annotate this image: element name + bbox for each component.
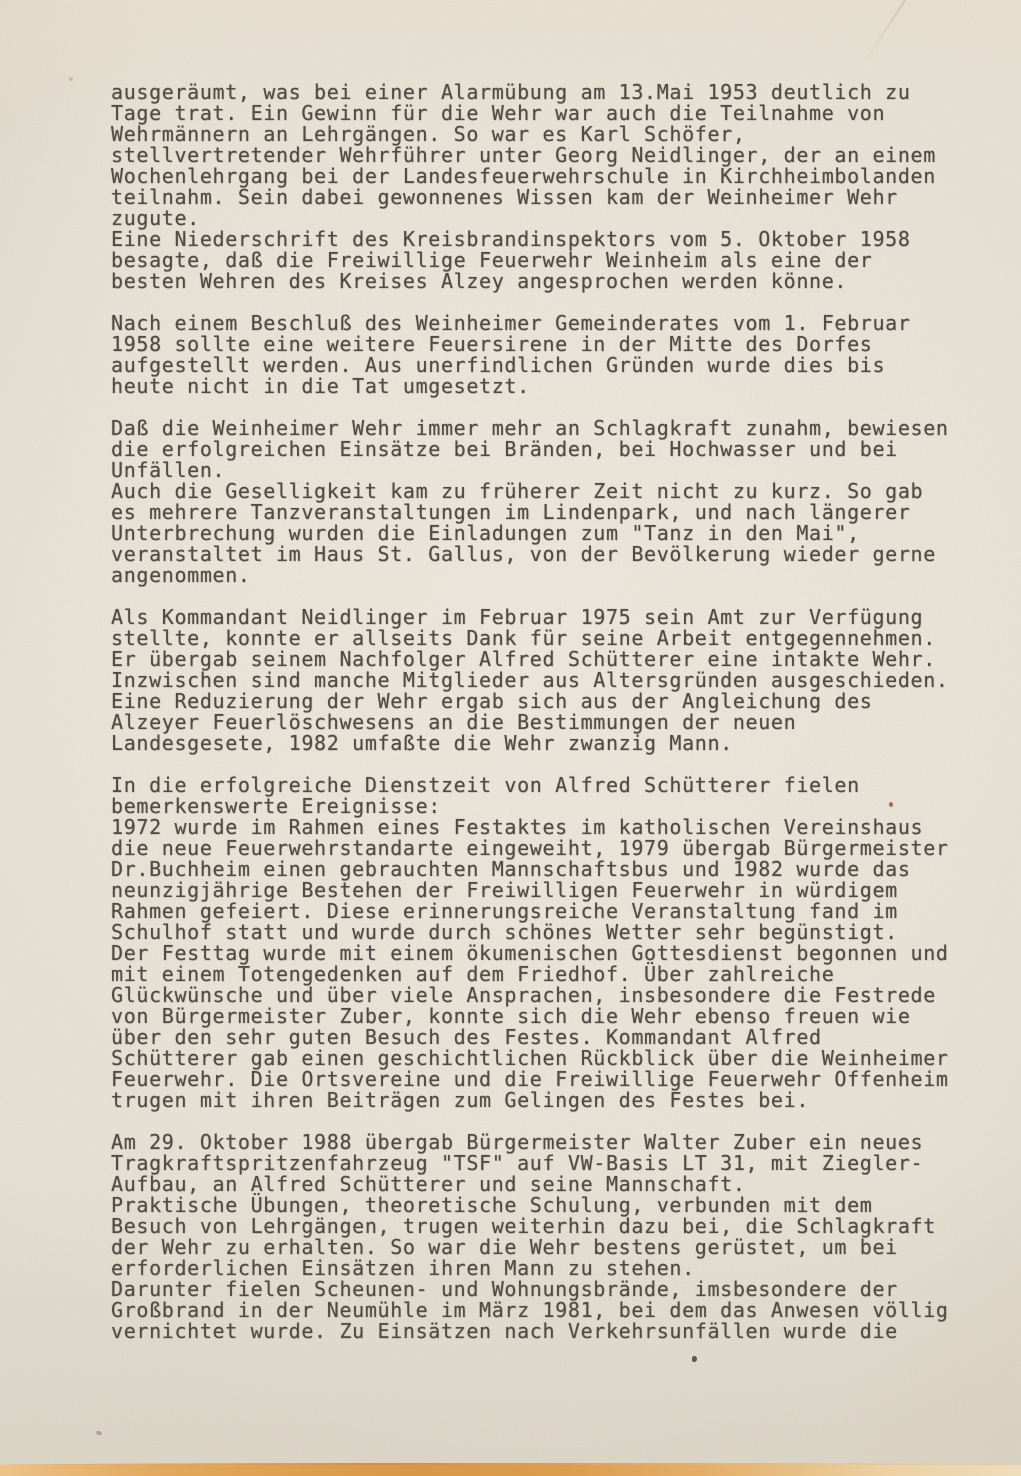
text-line: Dr.Buchheim einen gebrauchten Mannschaftsbus und 1982 wurde das: [111, 857, 911, 881]
text-line: von Bürgermeister Zuber, konnte sich die Wehr ebenso freuen wie: [111, 1004, 911, 1028]
text-line: heute nicht in die Tat umgesetzt.: [111, 374, 530, 398]
text-line: Landesgesete, 1982 umfaßte die Wehr zwanzig Mann.: [111, 731, 733, 755]
text-line: zugute.: [111, 206, 200, 230]
text-line: Nach einem Beschluß des Weinheimer Gemeinderates vom 1. Februar: [111, 311, 911, 335]
text-line: es mehrere Tanzveranstaltungen im Lindenpark, und nach längerer: [111, 500, 911, 524]
text-line: In die erfolgreiche Dienstzeit von Alfred Schütterer fielen: [111, 773, 860, 797]
text-line: der Wehr zu erhalten. So war die Wehr bestens gerüstet, um bei: [111, 1235, 898, 1259]
text-line: Wochenlehrgang bei der Landesfeuerwehrschule in Kirchheimbolanden: [111, 164, 936, 188]
text-line: 1958 sollte eine weitere Feuersirene in der Mitte des Dorfes: [111, 332, 873, 356]
text-line: Praktische Übungen, theoretische Schulung, verbunden mit dem: [111, 1193, 873, 1217]
text-line: Als Kommandant Neidlinger im Februar 1975 sein Amt zur Verfügung: [111, 605, 924, 629]
text-line: neunzigjährige Bestehen der Freiwilligen Feuerwehr in würdigem: [111, 878, 898, 902]
text-line: die neue Feuerwehrstandarte eingeweiht, 1979 übergab Bürgermeister: [111, 836, 949, 860]
text-line: Aufbau, an Alfred Schütterer und seine Mannschaft.: [111, 1172, 746, 1196]
document-text: [111, 82, 976, 1363]
paper-smudge: [69, 77, 73, 81]
text-line: Auch die Geselligkeit kam zu früherer Zeit nicht zu kurz. So gab: [111, 479, 924, 503]
text-line: Er übergab seinem Nachfolger Alfred Schütterer eine intakte Wehr.: [111, 647, 936, 671]
paragraph: [111, 775, 976, 1111]
text-line: teilnahm. Sein dabei gewonnenes Wissen kam der Weinheimer Wehr: [111, 185, 898, 209]
paragraph: [111, 418, 976, 586]
text-line: über den sehr guten Besuch des Festes. Kommandant Alfred: [111, 1025, 822, 1049]
text-line: Daß die Weinheimer Wehr immer mehr an Schlagkraft zunahm, bewiesen: [111, 416, 949, 440]
text-line: Schütterer gab einen geschichtlichen Rückblick über die Weinheimer: [111, 1046, 949, 1070]
paragraph: [111, 1132, 976, 1342]
text-line: stellte, konnte er allseits Dank für seine Arbeit entgegennehmen.: [111, 626, 936, 650]
text-line: Alzeyer Feuerlöschwesens an die Bestimmungen der neuen: [111, 710, 797, 734]
text-line: besten Wehren des Kreises Alzey angesprochen werden könne.: [111, 269, 848, 293]
text-line: stellvertretender Wehrführer unter Georg Neidlinger, der an einem: [111, 143, 936, 167]
text-line: vernichtet wurde. Zu Einsätzen nach Verkehrsunfällen wurde die: [111, 1319, 898, 1343]
page-bottom-edge: [0, 1465, 1021, 1476]
text-line: Unfällen.: [111, 458, 226, 482]
text-line: angenommen.: [111, 563, 251, 587]
text-line: Der Festtag wurde mit einem ökumenischen Gottesdienst begonnen und: [111, 941, 949, 965]
text-line: Glückwünsche und über viele Ansprachen, insbesondere die Festrede: [111, 983, 936, 1007]
text-line: bemerkenswerte Ereignisse:: [111, 794, 441, 818]
text-line: Feuerwehr. Die Ortsvereine und die Freiwillige Feuerwehr Offenheim: [111, 1067, 949, 1091]
text-line: Rahmen gefeiert. Diese erinnerungsreiche Veranstaltung fand im: [111, 899, 898, 923]
text-line: veranstaltet im Haus St. Gallus, von der Bevölkerung wieder gerne: [111, 542, 936, 566]
text-line: Tragkraftspritzenfahrzeug "TSF" auf VW-Basis LT 31, mit Ziegler-: [111, 1151, 924, 1175]
paragraph: [111, 82, 976, 292]
text-line: Unterbrechung wurden die Einladungen zum "Tanz in den Mai",: [111, 521, 860, 545]
text-line: mit einem Totengedenken auf dem Friedhof. Über zahlreiche: [111, 962, 835, 986]
text-line: 1972 wurde im Rahmen eines Festaktes im katholischen Vereinshaus: [111, 815, 924, 839]
paper-smudge: [95, 1430, 102, 1436]
text-line: die erfolgreichen Einsätze bei Bränden, bei Hochwasser und bei: [111, 437, 898, 461]
paragraph: [111, 607, 976, 754]
paragraph: [111, 313, 976, 397]
text-line: Eine Niederschrift des Kreisbrandinspektors vom 5. Oktober 1958: [111, 227, 911, 251]
text-line: Schulhof statt und wurde durch schönes Wetter sehr begünstigt.: [111, 920, 898, 944]
text-line: Wehrmännern an Lehrgängen. So war es Karl Schöfer,: [111, 122, 746, 146]
text-line: aufgestellt werden. Aus unerfindlichen Gründen wurde dies bis: [111, 353, 886, 377]
text-line: erforderlichen Einsätzen ihren Mann zu stehen.: [111, 1256, 695, 1280]
text-line: Eine Reduzierung der Wehr ergab sich aus der Angleichung des: [111, 689, 873, 713]
text-line: Besuch von Lehrgängen, trugen weiterhin dazu bei, die Schlagkraft: [111, 1214, 936, 1238]
text-line: Inzwischen sind manche Mitglieder aus Altersgründen ausgeschieden.: [111, 668, 949, 692]
red-ink-speck: [889, 802, 893, 807]
text-line: ausgeräumt, was bei einer Alarmübung am 13.Mai 1953 deutlich zu: [111, 80, 911, 104]
text-line: Darunter fielen Scheunen- und Wohnungsbrände, imsbesondere der: [111, 1277, 898, 1301]
text-line: Am 29. Oktober 1988 übergab Bürgermeister Walter Zuber ein neues: [111, 1130, 924, 1154]
paper-crease: [863, 0, 907, 64]
text-line: trugen mit ihren Beiträgen zum Gelingen des Festes bei.: [111, 1088, 810, 1112]
text-line: Großbrand in der Neumühle im März 1981, bei dem das Anwesen völlig: [111, 1298, 949, 1322]
text-line: Tage trat. Ein Gewinn für die Wehr war auch die Teilnahme von: [111, 101, 886, 125]
text-line: besagte, daß die Freiwillige Feuerwehr Weinheim als eine der: [111, 248, 873, 272]
